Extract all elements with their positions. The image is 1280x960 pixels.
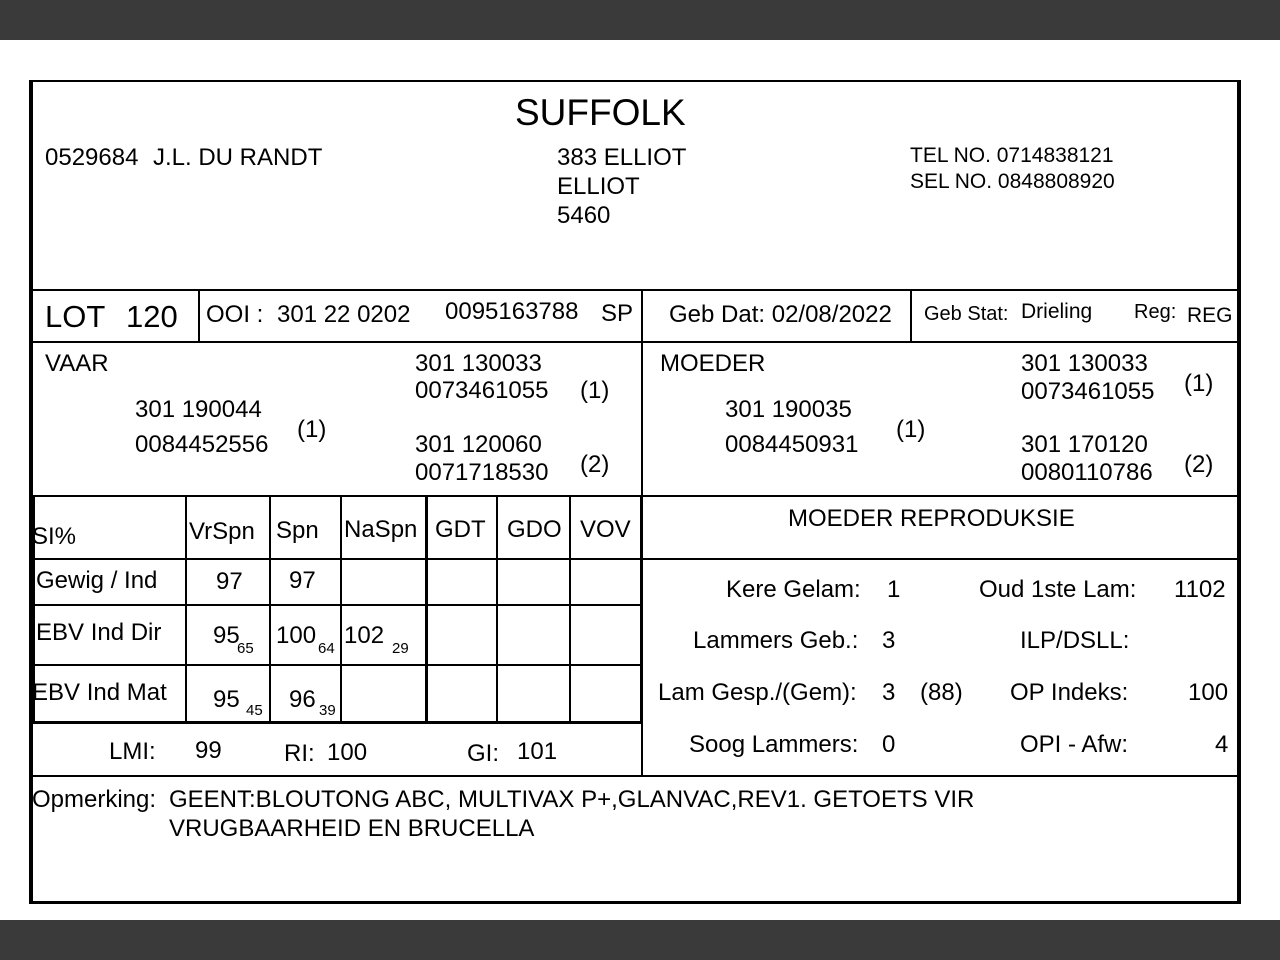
repro-title: MOEDER REPRODUKSIE <box>788 505 1075 532</box>
header-vrspn: VrSpn <box>189 518 255 545</box>
ooi-label: OOI : <box>206 301 264 328</box>
row2-spn-sub: 64 <box>318 640 335 657</box>
address-line-1: 383 ELLIOT <box>557 144 687 171</box>
vaar-id2: 0084452556 <box>135 431 269 458</box>
remarks-line-2: VRUGBAARHEID EN BRUCELLA <box>169 815 535 842</box>
sel-number: SEL NO. 0848808920 <box>910 170 1115 193</box>
vaar-sire-mark: (1) <box>580 377 610 404</box>
row3-vrspn: 95 <box>213 686 240 713</box>
moeder-sire-mark: (1) <box>1184 370 1214 397</box>
row2-vrspn-sub: 65 <box>237 640 254 657</box>
lmi-value: 99 <box>195 737 222 764</box>
kere-gelam-label: Kere Gelam: <box>726 576 861 603</box>
row3-spn-sub: 39 <box>319 702 336 719</box>
vline-gebstat <box>910 289 912 341</box>
vaar-label: VAAR <box>45 350 109 377</box>
vaar-mark: (1) <box>297 416 327 443</box>
row1-spn: 97 <box>289 567 316 594</box>
vaar-dam-id1: 301 120060 <box>415 431 542 458</box>
kere-gelam-value: 1 <box>887 576 901 603</box>
row1-vrspn: 97 <box>216 568 243 595</box>
moeder-label: MOEDER <box>660 350 766 377</box>
header-si: SI% <box>32 523 77 550</box>
lam-gesp-label: Lam Gesp./(Gem): <box>658 679 857 706</box>
moeder-sire-id2: 0073461055 <box>1021 378 1155 405</box>
breed-title: SUFFOLK <box>515 92 686 133</box>
vline-col-gdo <box>569 497 571 722</box>
address-line-3: 5460 <box>557 202 611 229</box>
vaar-sire-id2: 0073461055 <box>415 377 549 404</box>
vaar-dam-id2: 0071718530 <box>415 459 549 486</box>
header-naspn: NaSpn <box>344 516 418 543</box>
tel-number: TEL NO. 0714838121 <box>910 144 1114 167</box>
moeder-dam-id2: 0080110786 <box>1021 459 1153 486</box>
moeder-mark: (1) <box>896 416 926 443</box>
oud-lam-value: 1102 <box>1174 576 1226 603</box>
header-gdt: GDT <box>435 516 486 543</box>
row1-label: Gewig / Ind <box>36 567 158 594</box>
ri-label: RI: <box>284 740 315 767</box>
vline-table-right <box>640 495 643 723</box>
divider-index-top <box>32 721 642 724</box>
remarks-line-1: GEENT:BLOUTONG ABC, MULTIVAX P+,GLANVAC,REV1. GETOETS VIR <box>169 786 975 813</box>
op-indeks-label: OP Indeks: <box>1010 679 1129 706</box>
lot-label: LOT <box>45 299 106 334</box>
card-frame <box>29 80 1241 904</box>
birth-status-label: Geb Stat: <box>924 303 1009 325</box>
opi-value: 4 <box>1215 731 1229 758</box>
lot-number: 120 <box>126 299 178 334</box>
reg-value: REG <box>1187 304 1233 327</box>
sp-code: SP <box>601 300 634 327</box>
header-vov: VOV <box>580 516 631 543</box>
divider-remarks-top <box>32 775 1238 777</box>
header-gdo: GDO <box>507 516 562 543</box>
owner-name: J.L. DU RANDT <box>153 144 323 171</box>
moeder-sire-id1: 301 130033 <box>1021 350 1148 377</box>
row2-vrspn: 95 <box>213 622 240 649</box>
vline-lot <box>198 289 200 341</box>
birth-date: Geb Dat: 02/08/2022 <box>669 301 892 328</box>
birth-status-value: Drieling <box>1021 300 1093 323</box>
row2-spn: 100 <box>276 622 317 649</box>
moeder-dam-id1: 301 170120 <box>1021 431 1148 458</box>
soog-value: 0 <box>882 731 896 758</box>
vaar-sire-id1: 301 130033 <box>415 350 542 377</box>
top-bar <box>0 0 1280 40</box>
divider-header-row <box>32 558 1238 560</box>
ri-value: 100 <box>327 739 368 766</box>
bottom-bar <box>0 920 1280 960</box>
remarks-label: Opmerking: <box>32 786 157 813</box>
gi-value: 101 <box>517 738 558 765</box>
divider-perf-top <box>32 495 1238 497</box>
divider-lot-top <box>32 289 1238 291</box>
header-spn: Spn <box>276 517 319 544</box>
moeder-id2: 0084450931 <box>725 431 859 458</box>
oud-lam-label: Oud 1ste Lam: <box>979 576 1137 603</box>
lammers-geb-label: Lammers Geb.: <box>693 627 859 654</box>
vaar-id1: 301 190044 <box>135 396 262 423</box>
vline-col-spn <box>340 497 342 722</box>
gi-label: GI: <box>467 740 500 767</box>
row3-vrspn-sub: 45 <box>246 702 263 719</box>
row2-naspn: 102 <box>344 622 385 649</box>
soog-label: Soog Lammers: <box>689 731 859 758</box>
divider-row2 <box>32 664 642 666</box>
vline-col-label <box>185 497 187 722</box>
row2-label: EBV Ind Dir <box>36 619 162 646</box>
reg-label: Reg: <box>1134 301 1177 323</box>
lam-gesp-value: 3 <box>882 679 896 706</box>
row2-naspn-sub: 29 <box>392 640 409 657</box>
address-line-2: ELLIOT <box>557 173 640 200</box>
op-indeks-value: 100 <box>1188 679 1229 706</box>
lmi-label: LMI: <box>109 738 156 765</box>
vline-col-vrspn <box>269 497 271 722</box>
lammers-geb-value: 3 <box>882 627 896 654</box>
reg-id: 0095163788 <box>445 298 579 325</box>
row3-spn: 96 <box>289 686 316 713</box>
owner-id: 0529684 <box>45 144 139 171</box>
ilp-label: ILP/DSLL: <box>1020 627 1130 654</box>
opi-label: OPI - Afw: <box>1020 731 1129 758</box>
divider-row1 <box>32 604 642 606</box>
moeder-dam-mark: (2) <box>1184 451 1214 478</box>
moeder-id1: 301 190035 <box>725 396 852 423</box>
divider-pedigree-top <box>32 341 1238 343</box>
row3-label: EBV Ind Mat <box>32 679 167 706</box>
vaar-dam-mark: (2) <box>580 451 610 478</box>
lam-gesp-gem: (88) <box>920 679 963 706</box>
vline-col-naspn <box>425 497 428 722</box>
ooi-value: 301 22 0202 <box>277 301 411 328</box>
vline-col-gdt <box>496 497 498 722</box>
